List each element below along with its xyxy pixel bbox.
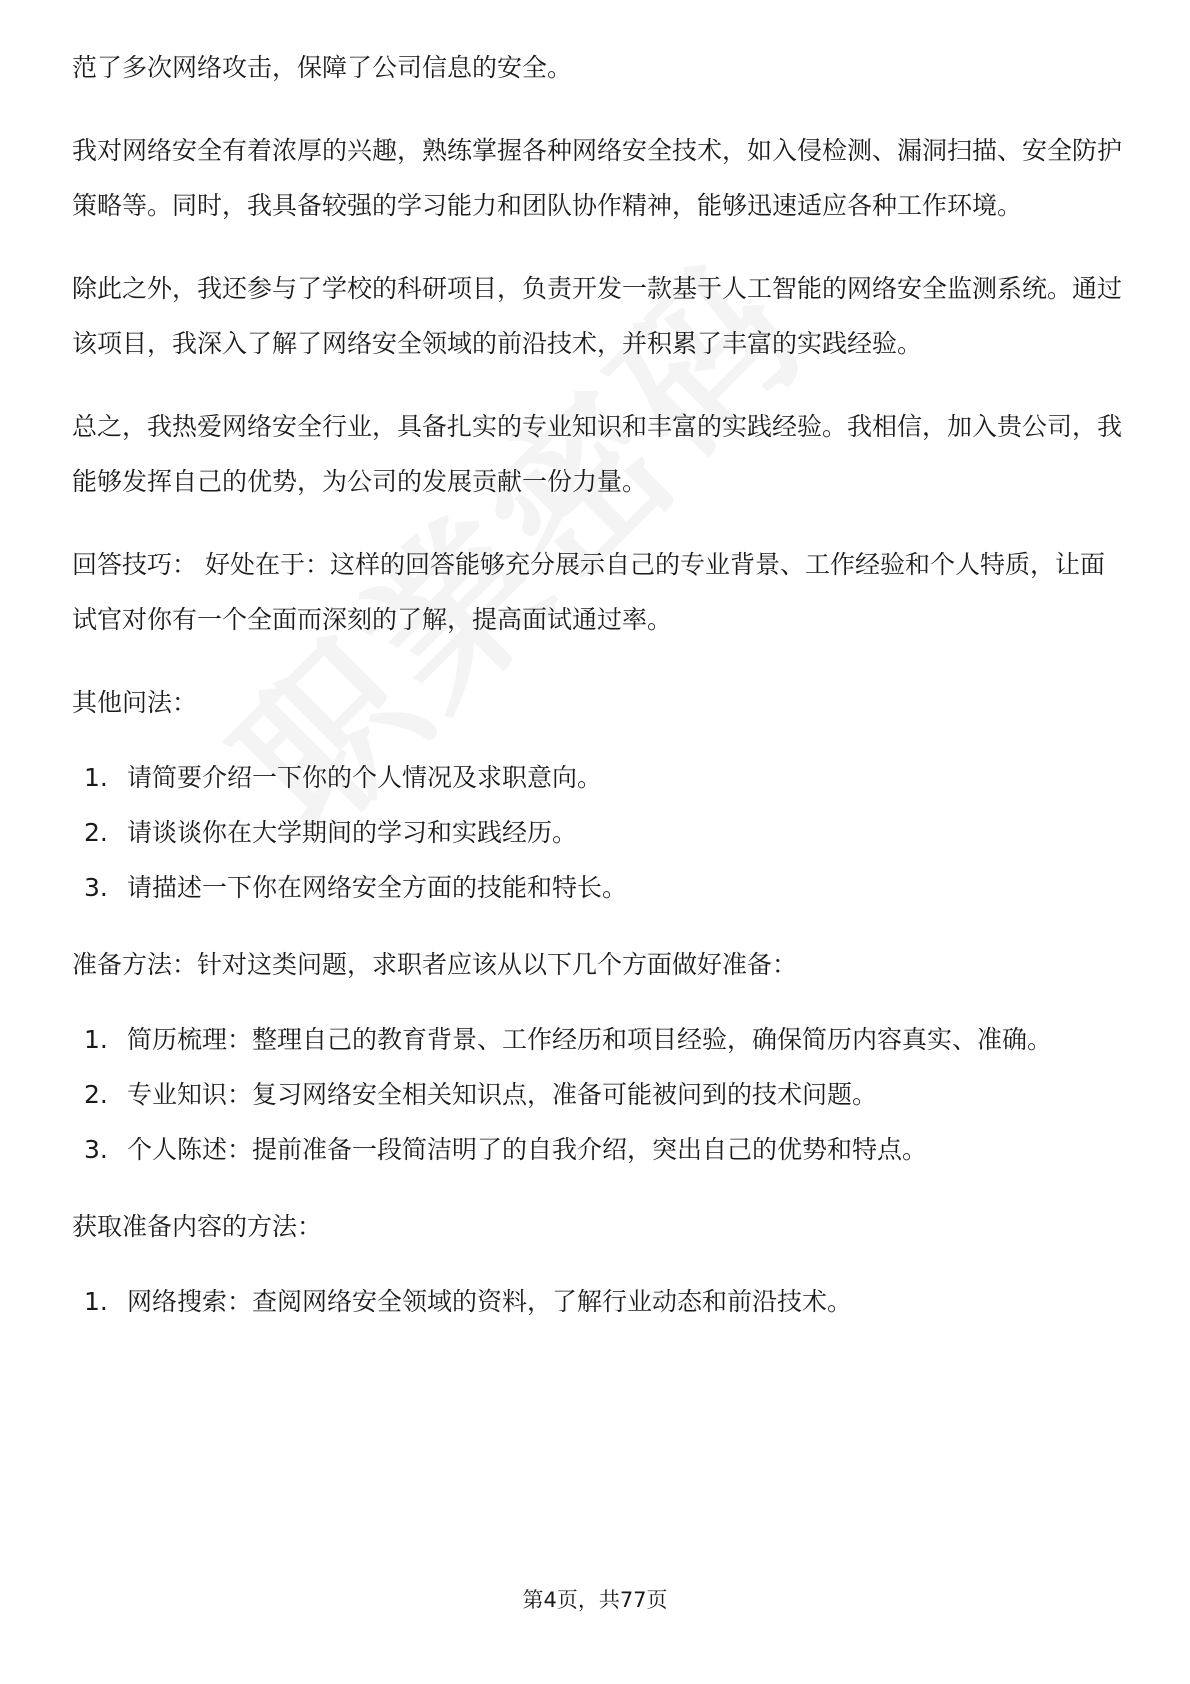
list-number: 2.	[84, 818, 108, 847]
list-item	[72, 1067, 1122, 1122]
list-item-text: 请谈谈你在大学期间的学习和实践经历。	[127, 818, 578, 847]
sources-list	[72, 1274, 1122, 1329]
list-item-text: 简历梳理：整理自己的教育背景、工作经历和项目经验，确保简历内容真实、准确。	[127, 1025, 1053, 1054]
page-number: 第4页，共77页	[522, 1588, 668, 1612]
list-item	[72, 860, 1122, 915]
list-number: 2.	[84, 1080, 108, 1109]
list-item-text: 请描述一下你在网络安全方面的技能和特长。	[127, 873, 628, 902]
sources-heading: 获取准备内容的方法：	[72, 1212, 323, 1241]
paragraph: 范了多次网络攻击，保障了公司信息的安全。	[72, 53, 573, 82]
other-questions-heading: 其他问法：	[72, 688, 198, 717]
list-item-text: 网络搜索：查阅网络安全领域的资料，了解行业动态和前沿技术。	[127, 1287, 853, 1316]
preparation-heading: 准备方法：针对这类问题，求职者应该从以下几个方面做好准备：	[72, 950, 798, 979]
list-item	[72, 1274, 1122, 1329]
preparation-list	[72, 1012, 1122, 1177]
list-number: 1.	[84, 763, 108, 792]
list-item	[72, 750, 1122, 805]
list-item-text: 个人陈述：提前准备一段简洁明了的自我介绍，突出自己的优势和特点。	[127, 1135, 928, 1164]
paragraph: 回答技巧： 好处在于：这样的回答能够充分展示自己的专业背景、工作经验和个人特质，让面试官对你有一个全面而深刻的了解，提高面试通过率。	[72, 550, 1105, 634]
paragraph: 我对网络安全有着浓厚的兴趣，熟练掌握各种网络安全技术，如入侵检测、漏洞扫描、安全防护策略等。同时，我具备较强的学习能力和团队协作精神，能够迅速适应各种工作环境。	[72, 136, 1123, 220]
list-item-text: 请简要介绍一下你的个人情况及求职意向。	[127, 763, 603, 792]
list-number: 1.	[84, 1287, 108, 1316]
list-number: 3.	[84, 873, 108, 902]
other-questions-list	[72, 750, 1122, 915]
paragraph: 除此之外，我还参与了学校的科研项目，负责开发一款基于人工智能的网络安全监测系统。通过该项目，我深入了解了网络安全领域的前沿技术，并积累了丰富的实践经验。	[72, 274, 1123, 358]
list-number: 1.	[84, 1025, 108, 1054]
list-item	[72, 1012, 1122, 1067]
list-item-text: 专业知识：复习网络安全相关知识点，准备可能被问到的技术问题。	[127, 1080, 878, 1109]
list-number: 3.	[84, 1135, 108, 1164]
document-body	[72, 40, 1122, 1351]
list-item	[72, 805, 1122, 860]
list-item	[72, 1122, 1122, 1177]
paragraph: 总之，我热爱网络安全行业，具备扎实的专业知识和丰富的实践经验。我相信，加入贵公司，我能够发挥自己的优势，为公司的发展贡献一份力量。	[72, 412, 1123, 496]
